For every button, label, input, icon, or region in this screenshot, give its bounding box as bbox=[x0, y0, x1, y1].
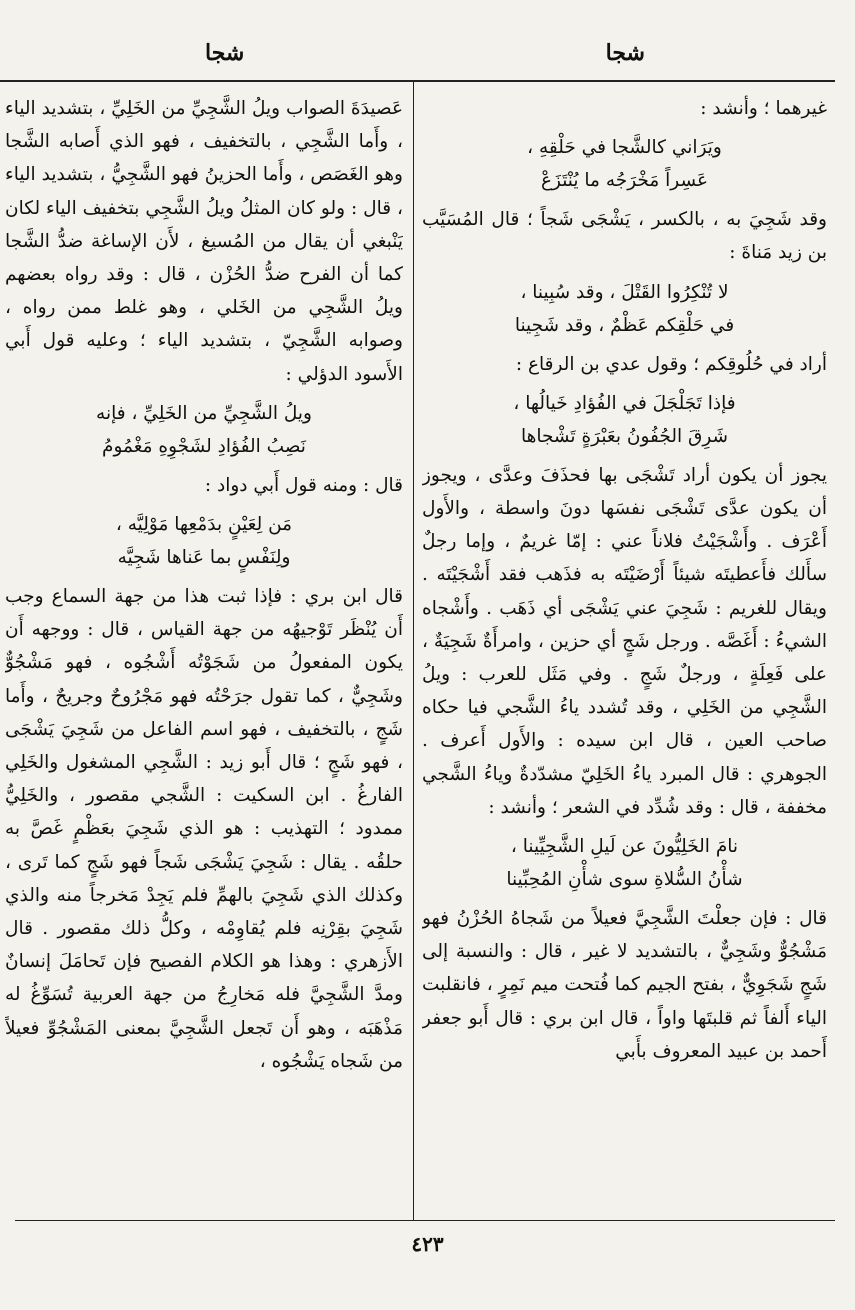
right-column bbox=[422, 92, 827, 1212]
header-guide-word-left: شجا bbox=[205, 40, 245, 66]
verse bbox=[5, 397, 403, 463]
paragraph: وقد شَجِيَ به ، بالكسر ، يَشْجَى شَجاً ؛ قال المُسَيَّب بن زيد مَناةَ : bbox=[422, 209, 827, 264]
paragraph: عَصيدَةَ الصواب ويلُ الشَّجِيِّ من الخَلِيِّ ، بتشديد الياء ، وأَما الشَّجِي ، بالتخفيف ، فهو الذي أَصابه الشَّجا وهو الغَصَص ، وأَما الحزينُ فهو الشَّجِيُّ ، بتشديد الياء ، قال : ولو كان المثلُ ويلُ الشَّجِي بتخفيف الياء لكان يَنْبغي أن يقال من المُسيغ ، لأَن الإساغة ضدُّ الشَّجا كما أن الفرح ضدُّ الحُزْن ، قال : وقد رواه بعضهم ويلُ الشَّجِي من الخَلي ، وهو غلط ممن رواه ، وصوابه الشَّجِيّ ، بتشديد الياء ؛ وعليه قول أَبي الأَسود الدؤلي : bbox=[5, 98, 403, 385]
verse-line: شأْنُ السُّلاةِ سوى شأْنِ المُحِبِّينا bbox=[506, 869, 743, 891]
verse bbox=[5, 508, 403, 574]
verse bbox=[422, 131, 827, 197]
verse-line: فإذا تَجَلْجَلَ في الفُؤادِ خَيالُها ، bbox=[513, 392, 736, 414]
paragraph: يجوز أن يكون أراد تَشْجَى بها فحذَفَ وعدَّى ، ويجوز أن يكون عدَّى تَشْجَى نفسَها دونَ واسطة ، والأَول أَعْرَف . وأَشْجَيْتُ فلاناً عني : إمّا غريمٌ ، وإما رجلٌ سأَلك فأَعطيتَه شيئاً أَرْضَيْتَه به فذَهب فقد أَشْجَيْتَه . ويقال للغريم : شَجِيَ عني يَشْجَى أي ذَهَب . وأَشْجاه الشيءُ : أَغَصَّه . ورجل شَجٍ أي حزين ، وامرأَةٌ شَجِيَةٌ ، على فَعِلَةٍ ، ورجلٌ شَجٍ . وفي مَثَل للعرب : ويلُ الشَّجِي من الخَلِي ، وقد تُشدد ياءُ الشَّجي فيا حكاه صاحب العين ، قال ابن سيده : والأَول أَعرف . الجوهري : قال المبرد ياءُ الخَلِيّ مشدّدةٌ وياءُ الشَّجي مخففة ، قال : وقد شُدِّد في الشعر ؛ وأنشد : bbox=[422, 464, 827, 818]
paragraph: غيرهما ؛ وأنشد : bbox=[700, 98, 827, 119]
verse-line: نامَ الخَلِيُّونَ عن لَيلِ الشَّجِيِّينا ، bbox=[510, 836, 739, 858]
paragraph: قال : فإن جعلْتَ الشَّجِيَّ فعيلاً من شَجاهُ الحُزْنُ فهو مَشْجُوٌّ وشَجِيٌّ ، بالتشديد لا غير ، قال : والنسبة إلى شَجٍ شَجَوِيٌّ ، بفتح الجيم كما فُتحت ميم نَمِرٍ ، فانقلبت الياء أَلفاً ثم قلبتَها واواً ، قال ابن بري : قال أَبو جعفر أَحمد بن عبيد المعروف بأَبي bbox=[422, 908, 827, 1062]
column-divider bbox=[413, 82, 414, 1220]
paragraph: قال ابن بري : فإذا ثبت هذا من جهة السماع وجب أَن يُنْظَر تَوْجيهُه من جهة القياس ، قال : ووجهه أَن يكون المفعولُ من شَجَوْتُه أَشْجُوه ، فهو مَشْجُوٌّ وشَجِيٌّ ، كما تقول جرَحْتُه فهو مَجْرُوحٌ وجريحٌ ، وأَما شَجٍ ، بالتخفيف ، فهو اسم الفاعل من شَجِيَ يَشْجَى ، فهو شَجٍ ؛ قال أَبو زيد : الشَّجِي المشغول والخَلِي الفارغُ . ابن السكيت : الشَّجي مقصور ، والخَلِيُّ ممدود ؛ التهذيب : هو الذي شَجِيَ بعَظْمٍ غَصَّ به حلقُه . يقال : شَجِيَ يَشْجَى شَجاً فهو شَجٍ كما تَرى ، وكذلك الذي شَجِيَ بالهمِّ فلم يَجِدْ مَخرجاً منه والذي شَجِيَ بقِرْنِه فلم يُقاوِمْه ، وكلُّ ذلك مقصور . قال الأَزهري : وهذا هو الكلام الفصيح فإن تَحامَلَ إنسانٌ ومدَّ الشَّجِيَّ فله مَخارِجُ من جهة العربية تُسَوِّغُ له مَذْهَبَه ، وهو أَن تَجعل الشَّجِيَّ بمعنى المَشْجُوِّ فعيلاً من شَجاه يَشْجُوه ، bbox=[5, 586, 403, 1072]
footer-rule bbox=[15, 1220, 835, 1221]
left-column bbox=[5, 92, 403, 1212]
paragraph: أراد في حُلُوقِكم ؛ وقول عدي بن الرقاع : bbox=[515, 353, 827, 375]
verse-line: عَسِراً مَخْرَجُه ما يُنْتَزَعْ bbox=[540, 170, 709, 192]
paragraph: قال : ومنه قول أَبي دواد : bbox=[204, 474, 403, 496]
page-number: ٤٢٣ bbox=[411, 1232, 444, 1256]
verse-line: شَرِقَ الجُفُونُ بعَبْرَةٍ تَشْجاها bbox=[520, 425, 729, 447]
verse-line: ويلُ الشَّجِيِّ من الخَلِيِّ ، فإنه bbox=[96, 402, 312, 424]
header-guide-word-right: شجا bbox=[605, 40, 645, 66]
verse bbox=[422, 830, 827, 896]
header-rule bbox=[0, 80, 835, 82]
verse-line: في حَلْقِكم عَظْمٌ ، وقد شَجِينا bbox=[514, 314, 735, 336]
verse-line: مَن لِعَيْنٍ بدَمْعِها مَوْلِيَّه ، bbox=[115, 514, 293, 536]
verse bbox=[422, 276, 827, 342]
verse-line: لا تُنْكِرُوا القَتْلَ ، وقد سُبِينا ، bbox=[520, 281, 729, 303]
verse-line: نَصِبُ الفُؤادِ لشَجْوِهِ مَغْمُومُ bbox=[102, 435, 306, 457]
verse-line: ولِنَفْسٍ بما عَناها شَجِيَّه bbox=[117, 547, 291, 569]
verse bbox=[422, 387, 827, 453]
verse-line: ويَرَاني كالشَّجا في حَلْقِهِ ، bbox=[527, 137, 722, 159]
